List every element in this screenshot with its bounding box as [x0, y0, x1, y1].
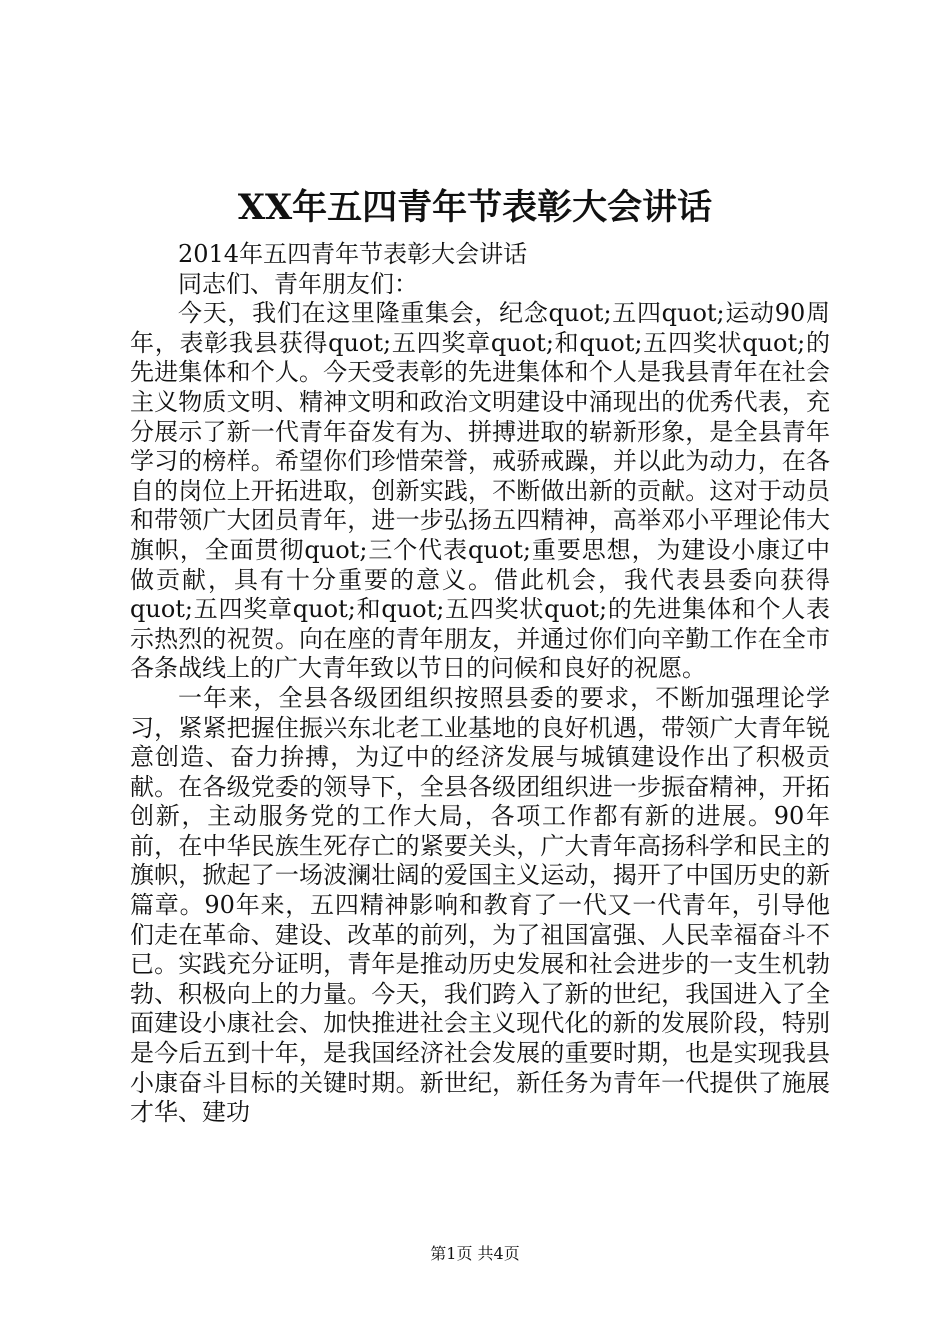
page-number: 第1页 共4页 [430, 1244, 520, 1263]
subtitle-line: 2014年五四青年节表彰大会讲话 [178, 240, 528, 268]
salutation-line: 同志们、青年朋友们： [178, 269, 418, 298]
document-title: XX年五四青年节表彰大会讲话 [237, 187, 713, 228]
body-paragraph: 今天，我们在这里隆重集会，纪念quot;五四quot;运动90周年，表彰我县获得quot;五四奖章quot;和quot;五四奖状quot;的先进集体和个人。今天受表彰的先进集体和个人是我县青年在社会主义物质文明、精神文明和政治文明建设中涌现出的优秀代表，充分展示了新一代青年奋发有为、拼搏进取的崭新形象，是全县青年学习的榜样。希望你们珍惜荣誉，戒骄戒躁，并以此为动力，在各自的岗位上开拓进取，创新实践，不断做出新的贡献。这对于动员和带领广大团员青年，进一步弘扬五四精神，高举邓小平理论伟大旗帜，全面贯彻quot;三个代表quot;重要思想，为建设小康辽中做贡献，具有十分重要的意义。借此机会，我代表县委向获得quot;五四奖章quot;和quot;五四奖状quot;的先进集体和个人表示热烈的祝贺。向在座的青年朋友，并通过你们向辛勤工作在全市各条战线上的广大青年致以节日的问候和良好的祝愿。 [130, 299, 830, 683]
body-paragraph: 一年来，全县各级团组织按照县委的要求，不断加强理论学习，紧紧把握住振兴东北老工业基地的良好机遇，带领广大青年锐意创造、奋力拚搏，为辽中的经济发展与城镇建设作出了积极贡献。在各级党委的领导下，全县各级团组织进一步振奋精神，开拓创新，主动服务党的工作大局，各项工作都有新的进展。90年前，在中华民族生死存亡的紧要关头，广大青年高扬科学和民主的旗帜，掀起了一场波澜壮阔的爱国主义运动，揭开了中国历史的新篇章。90年来，五四精神影响和教育了一代又一代青年，引导他们走在革命、建设、改革的前列，为了祖国富强、人民幸福奋斗不已。实践充分证明，青年是推动历史发展和社会进步的一支生机勃勃、积极向上的力量。今天，我们跨入了新的世纪，我国进入了全面建设小康社会、加快推进社会主义现代化的新的发展阶段，特别是今后五到十年，是我国经济社会发展的重要时期，也是实现我县小康奋斗目标的关键时期。新世纪，新任务为青年一代提供了施展才华、建功 [130, 683, 830, 1127]
document-body [130, 240, 830, 1128]
